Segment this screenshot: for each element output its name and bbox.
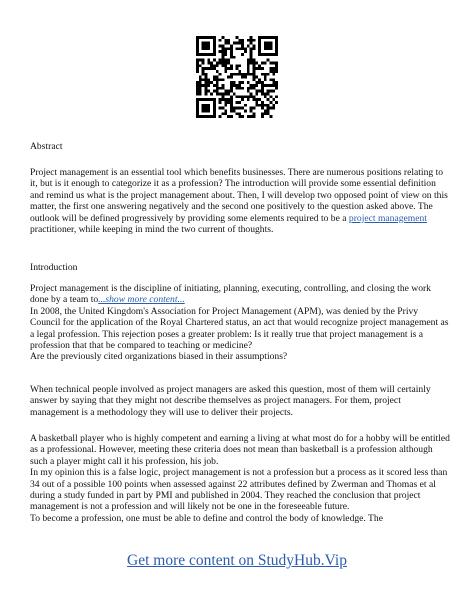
introduction-paragraph bbox=[30, 283, 450, 363]
abstract-text-start: Project management is an essential tool which benefits businesses. There are numerous positions relating to it, but is it enough to categorize it as a profession? The introduction will provide some essential definition and remind us what is the project management about. Then, I will develop two opposed point of view on this matter, the first one answering negatively and the second one positively to the question asked above. The outlook will be defined progressively by providing some elements required to be a bbox=[30, 167, 448, 224]
introduction-heading: Introduction bbox=[30, 262, 78, 273]
get-more-content-link[interactable]: Get more content on StudyHub.Vip bbox=[127, 552, 347, 569]
intro-line-1: Project management is the discipline of initiating, planning, executing, controlling, and closing the work done by a team to bbox=[30, 283, 431, 306]
intro-line-2: In 2008, the United Kingdom's Association for Project Management (APM), was denied by the Privy Council for the application of the Royal Chartered status, an act that would recognize project management as a legal profession. This rejection poses a greater problem: Is it really true that project management is a profession that that be compared to teaching or medicine? bbox=[30, 305, 449, 352]
intro-line-3: Are the previously cited organizations biased in their assumptions? bbox=[30, 351, 288, 363]
basketball-text-3: To become a profession, one must be able to define and control the body of knowledge. The bbox=[30, 512, 383, 524]
project-management-link[interactable]: project management bbox=[348, 212, 427, 224]
abstract-text-end: practitioner, while keeping in mind the two current of thoughts. bbox=[30, 224, 274, 236]
technical-paragraph: When technical people involved as project managers are asked this question, most of them will certainly answer by saying that they might not describe themselves as project managers. For them, project management is a methodology they will use to deliver their projects. bbox=[30, 384, 431, 418]
qr-code-icon bbox=[196, 36, 278, 118]
show-more-content-link[interactable]: ...show more content... bbox=[98, 294, 185, 306]
basketball-text-1: A basketball player who is highly competent and earning a living at what most do for a hobby will be entitled as a professional. However, meeting these criteria does not mean than basketball is a profession although such a player might call it his profession, his job. bbox=[30, 433, 450, 467]
basketball-text-2: In my opinion this is a false logic, project management is not a profession but a process as it scored less than 34 out of a possible 100 points when assessed against 22 attributes defined by Zwerman and Thomas et al during a study funded in part by PMI and published in 2004. They reached the conclusion that project management is not a profession and will likely not be one in the foreseeable future. bbox=[30, 467, 448, 513]
abstract-paragraph bbox=[30, 167, 450, 235]
basketball-paragraph bbox=[30, 433, 450, 524]
abstract-heading: Abstract bbox=[30, 141, 63, 152]
